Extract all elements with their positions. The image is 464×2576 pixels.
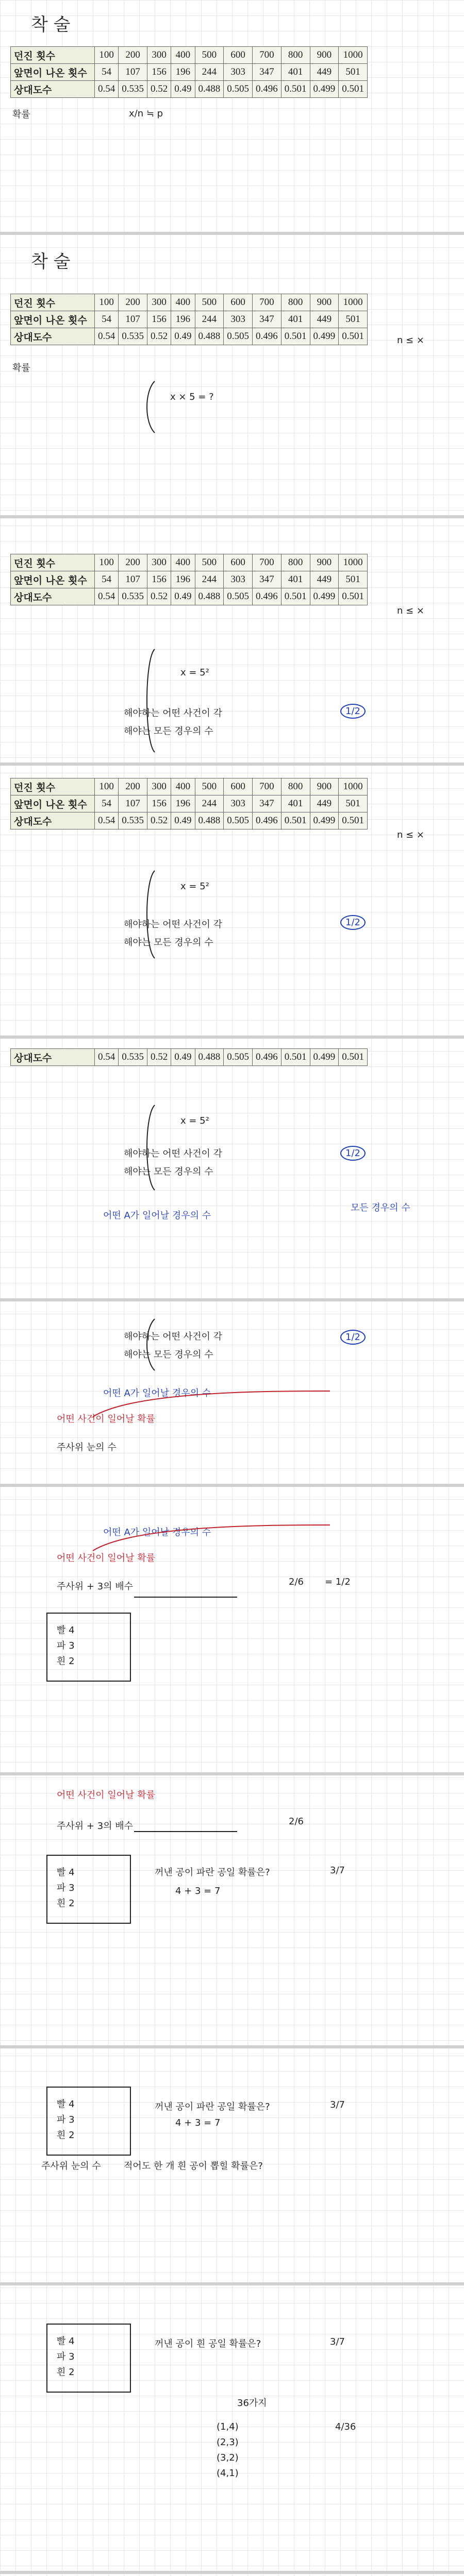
table-row <box>11 812 368 829</box>
pair-3: (3,2) <box>217 2452 239 2463</box>
table-cell: 401 <box>281 64 310 81</box>
row-label: 앞면이 나온 횟수 <box>11 311 95 328</box>
page-separator <box>0 2045 464 2048</box>
fraction-3-7: 3/7 <box>330 1865 345 1876</box>
table-cell: 0.488 <box>195 1049 224 1066</box>
table-cell: 0.505 <box>224 328 253 345</box>
table-cell: 501 <box>339 571 368 588</box>
table-cell: 0.54 <box>95 812 119 829</box>
row-label: 던진 횟수 <box>11 554 95 571</box>
bag-red: 빨 4 <box>57 1867 75 1878</box>
table-cell: 400 <box>171 554 195 571</box>
prob-definition: x/n ≒ p <box>129 108 163 119</box>
table-cell: 0.501 <box>339 81 368 98</box>
table-cell: 900 <box>310 294 339 311</box>
fraction-4-36: 4/36 <box>335 2421 356 2432</box>
table-cell: 0.54 <box>95 328 119 345</box>
dice-step: 주사위 눈의 수 <box>57 1442 117 1453</box>
page-separator <box>0 2282 464 2285</box>
table-cell: 0.535 <box>119 81 147 98</box>
table-cell: 244 <box>195 795 224 812</box>
table-cell: 0.501 <box>281 81 310 98</box>
table-cell: 600 <box>224 778 253 795</box>
table-cell: 449 <box>310 795 339 812</box>
table-cell: 0.54 <box>95 1049 119 1066</box>
frequency-table <box>10 554 368 605</box>
bag-white: 흰 2 <box>57 2367 75 2378</box>
red-note: 어떤 사건이 일어날 확률 <box>57 1553 156 1564</box>
table-cell: 700 <box>253 294 281 311</box>
bag-white: 흰 2 <box>57 2130 75 2141</box>
row-label: 앞면이 나온 횟수 <box>11 571 95 588</box>
event-line: 해야하는 어떤 사건이 각 <box>124 1148 223 1159</box>
table-cell: 196 <box>171 571 195 588</box>
table-cell: 0.505 <box>224 812 253 829</box>
table-row <box>11 588 368 605</box>
fraction-half: 1/2 <box>340 1148 366 1159</box>
table-cell: 100 <box>95 554 119 571</box>
table-cell: 0.52 <box>147 81 171 98</box>
bag-blue: 파 3 <box>57 1883 75 1893</box>
table-cell: 500 <box>195 554 224 571</box>
fraction-3-7: 3/7 <box>330 2336 345 2347</box>
table-cell: 449 <box>310 571 339 588</box>
table-cell: 347 <box>253 571 281 588</box>
formula-note: x = 5² <box>180 1115 209 1126</box>
page-separator <box>0 1772 464 1775</box>
sum-line: 4 + 3 = 7 <box>175 1886 221 1896</box>
table-cell: 1000 <box>339 554 368 571</box>
bag-red: 빨 4 <box>57 1625 75 1636</box>
table-cell: 107 <box>119 571 147 588</box>
formula-note: x = 5² <box>180 667 209 678</box>
table-cell: 300 <box>147 778 171 795</box>
table-cell: 0.496 <box>253 328 281 345</box>
table-cell: 1000 <box>339 778 368 795</box>
row-label: 상대도수 <box>11 328 95 345</box>
table-cell: 501 <box>339 795 368 812</box>
formula-note: x = 5² <box>180 881 209 892</box>
n-note: n ≤ × <box>397 335 425 346</box>
table-cell: 300 <box>147 294 171 311</box>
fraction-eq-half: = 1/2 <box>325 1577 351 1587</box>
table-cell: 347 <box>253 311 281 328</box>
fraction-3-7: 3/7 <box>330 2099 345 2110</box>
table-cell: 156 <box>147 795 171 812</box>
table-cell: 0.501 <box>339 812 368 829</box>
table-cell: 449 <box>310 311 339 328</box>
table-cell: 800 <box>281 47 310 64</box>
red-note: 어떤 사건이 일어날 확률 <box>57 1414 156 1425</box>
event-line: 해야하는 어떤 사건이 각 <box>124 1331 223 1342</box>
table-cell: 600 <box>224 47 253 64</box>
dice-step: 주사위 + 3의 배수 <box>57 1821 134 1832</box>
page-1 <box>0 0 464 232</box>
row-label: 상대도수 <box>11 1049 95 1066</box>
table-cell: 0.505 <box>224 588 253 605</box>
table-cell: 400 <box>171 294 195 311</box>
table-cell: 196 <box>171 795 195 812</box>
fraction-2-6: 2/6 <box>289 1577 304 1587</box>
n-note: n ≤ × <box>397 605 425 616</box>
table-cell: 300 <box>147 47 171 64</box>
row-label: 상대도수 <box>11 588 95 605</box>
row-label: 상대도수 <box>11 812 95 829</box>
table-cell: 800 <box>281 554 310 571</box>
pair-1: (1,4) <box>217 2421 239 2432</box>
count-line: 해야는 모든 경우의 수 <box>124 937 213 948</box>
table-cell: 0.499 <box>310 588 339 605</box>
table-cell: 0.501 <box>281 588 310 605</box>
table-cell: 500 <box>195 294 224 311</box>
table-row <box>11 571 368 588</box>
table-cell: 347 <box>253 64 281 81</box>
table-cell: 244 <box>195 64 224 81</box>
table-cell: 700 <box>253 47 281 64</box>
table-cell: 347 <box>253 795 281 812</box>
row-label: 앞면이 나온 횟수 <box>11 64 95 81</box>
page-separator <box>0 1036 464 1039</box>
bag-blue: 파 3 <box>57 2114 75 2125</box>
table-cell: 0.52 <box>147 812 171 829</box>
fraction-half: 1/2 <box>340 1332 366 1343</box>
table-cell: 54 <box>95 571 119 588</box>
table-cell: 196 <box>171 64 195 81</box>
frequency-table-freq <box>10 1048 368 1066</box>
bag-white: 흰 2 <box>57 1898 75 1909</box>
formula-note: x × 5 = ? <box>170 392 214 402</box>
table-cell: 0.535 <box>119 812 147 829</box>
bag-white: 흰 2 <box>57 1656 75 1667</box>
table-cell: 0.501 <box>339 588 368 605</box>
table-cell: 0.501 <box>281 812 310 829</box>
table-cell: 107 <box>119 311 147 328</box>
table-cell: 401 <box>281 795 310 812</box>
table-cell: 0.54 <box>95 81 119 98</box>
table-cell: 0.535 <box>119 1049 147 1066</box>
row-label: 상대도수 <box>11 81 95 98</box>
table-row <box>11 1049 368 1066</box>
table-cell: 100 <box>95 778 119 795</box>
table-cell: 54 <box>95 311 119 328</box>
table-cell: 900 <box>310 554 339 571</box>
table-cell: 107 <box>119 795 147 812</box>
count-line: 해야는 모든 경우의 수 <box>124 726 213 737</box>
table-cell: 1000 <box>339 47 368 64</box>
table-cell: 0.52 <box>147 328 171 345</box>
table-row <box>11 795 368 812</box>
table-cell: 400 <box>171 47 195 64</box>
question-1: 꺼낸 공이 파란 공일 확률은? <box>155 2102 270 2112</box>
table-cell: 700 <box>253 778 281 795</box>
bag-red: 빨 4 <box>57 2336 75 2347</box>
table-cell: 0.488 <box>195 588 224 605</box>
table-cell: 0.535 <box>119 328 147 345</box>
bag-blue: 파 3 <box>57 1640 75 1651</box>
table-row <box>11 81 368 98</box>
fraction-2-6: 2/6 <box>289 1816 304 1827</box>
table-cell: 107 <box>119 64 147 81</box>
row-label: 앞면이 나온 횟수 <box>11 795 95 812</box>
page-title-2: 착 술 <box>31 251 71 272</box>
n-note: n ≤ × <box>397 829 425 840</box>
table-cell: 501 <box>339 64 368 81</box>
table-cell: 0.496 <box>253 81 281 98</box>
bag-blue: 파 3 <box>57 2351 75 2362</box>
row-label: 던진 횟수 <box>11 47 95 64</box>
frequency-table <box>10 778 368 829</box>
table-cell: 0.499 <box>310 81 339 98</box>
pair-2: (2,3) <box>217 2437 239 2448</box>
table-cell: 449 <box>310 64 339 81</box>
table-cell: 0.501 <box>339 1049 368 1066</box>
table-row <box>11 47 368 64</box>
frequency-table <box>10 46 368 98</box>
table-cell: 100 <box>95 47 119 64</box>
prob-label: 확률 <box>12 363 30 374</box>
table-cell: 800 <box>281 778 310 795</box>
table-cell: 500 <box>195 47 224 64</box>
table-cell: 700 <box>253 554 281 571</box>
table-cell: 900 <box>310 778 339 795</box>
table-cell: 500 <box>195 778 224 795</box>
page-separator <box>0 1298 464 1301</box>
table-cell: 200 <box>119 47 147 64</box>
table-cell: 0.54 <box>95 588 119 605</box>
table-cell: 0.488 <box>195 812 224 829</box>
table-row <box>11 778 368 795</box>
page-title: 착 술 <box>31 14 71 35</box>
table-cell: 303 <box>224 571 253 588</box>
table-cell: 200 <box>119 294 147 311</box>
table-cell: 0.49 <box>171 81 195 98</box>
table-cell: 200 <box>119 554 147 571</box>
table-cell: 303 <box>224 64 253 81</box>
row-label: 던진 횟수 <box>11 778 95 795</box>
table-cell: 400 <box>171 778 195 795</box>
table-cell: 100 <box>95 294 119 311</box>
page-separator <box>0 515 464 518</box>
table-cell: 0.496 <box>253 812 281 829</box>
table-cell: 0.505 <box>224 1049 253 1066</box>
sum-line: 4 + 3 = 7 <box>175 2117 221 2128</box>
frequency-table <box>10 294 368 345</box>
bag-red: 빨 4 <box>57 2099 75 2110</box>
blue-note-2: 모든 경우의 수 <box>351 1202 410 1213</box>
table-cell: 0.499 <box>310 812 339 829</box>
table-cell: 900 <box>310 47 339 64</box>
table-cell: 600 <box>224 294 253 311</box>
count-line: 해야는 모든 경우의 수 <box>124 1166 213 1177</box>
table-cell: 0.49 <box>171 588 195 605</box>
table-cell: 196 <box>171 311 195 328</box>
table-row <box>11 311 368 328</box>
question-1: 꺼낸 공이 파란 공일 확률은? <box>155 1867 270 1878</box>
table-cell: 156 <box>147 571 171 588</box>
sum-cases: 36가지 <box>237 2398 267 2409</box>
table-row <box>11 64 368 81</box>
table-cell: 0.499 <box>310 328 339 345</box>
table-cell: 244 <box>195 311 224 328</box>
table-cell: 300 <box>147 554 171 571</box>
table-cell: 501 <box>339 311 368 328</box>
prob-label: 확률 <box>12 109 30 120</box>
question-3: 적어도 한 개 흰 공이 뽑힐 확률은? <box>124 2161 263 2172</box>
table-cell: 800 <box>281 294 310 311</box>
event-line: 해야하는 어떤 사건이 각 <box>124 919 223 930</box>
table-cell: 0.505 <box>224 81 253 98</box>
row-label: 던진 횟수 <box>11 294 95 311</box>
table-cell: 0.49 <box>171 812 195 829</box>
table-cell: 200 <box>119 778 147 795</box>
page-separator <box>0 762 464 766</box>
page-separator <box>0 232 464 235</box>
fraction-half: 1/2 <box>340 917 366 928</box>
event-line: 해야하는 어떤 사건이 각 <box>124 708 223 719</box>
table-cell: 54 <box>95 64 119 81</box>
table-cell: 0.499 <box>310 1049 339 1066</box>
table-row <box>11 554 368 571</box>
question-2: 꺼낸 공이 흰 공일 확률은? <box>155 2338 261 2349</box>
page-separator <box>0 2571 464 2574</box>
table-cell: 244 <box>195 571 224 588</box>
red-note: 어떤 사건이 일어날 확률 <box>57 1790 156 1801</box>
dice-step: 주사위 + 3의 배수 <box>57 1581 134 1592</box>
table-cell: 0.535 <box>119 588 147 605</box>
table-cell: 0.501 <box>281 328 310 345</box>
table-cell: 401 <box>281 571 310 588</box>
dice-sum: 주사위 눈의 수 <box>41 2161 101 2172</box>
table-cell: 303 <box>224 311 253 328</box>
blue-note: 어떤 A가 일어날 경우의 수 <box>103 1210 211 1221</box>
table-cell: 401 <box>281 311 310 328</box>
table-cell: 0.52 <box>147 588 171 605</box>
table-cell: 1000 <box>339 294 368 311</box>
count-line: 해야는 모든 경우의 수 <box>124 1349 213 1360</box>
table-cell: 0.488 <box>195 328 224 345</box>
table-cell: 0.501 <box>281 1049 310 1066</box>
table-cell: 0.501 <box>339 328 368 345</box>
page-separator <box>0 1484 464 1487</box>
blue-note: 어떤 A가 일어날 경우의 수 <box>103 1527 211 1538</box>
table-cell: 0.488 <box>195 81 224 98</box>
table-cell: 156 <box>147 64 171 81</box>
table-row <box>11 328 368 345</box>
table-cell: 0.49 <box>171 1049 195 1066</box>
table-cell: 0.49 <box>171 328 195 345</box>
pair-4: (4,1) <box>217 2468 239 2479</box>
table-cell: 156 <box>147 311 171 328</box>
blue-note: 어떤 A가 일어날 경우의 수 <box>103 1388 211 1399</box>
table-cell: 0.496 <box>253 1049 281 1066</box>
table-cell: 303 <box>224 795 253 812</box>
table-cell: 0.496 <box>253 588 281 605</box>
table-cell: 600 <box>224 554 253 571</box>
fraction-half: 1/2 <box>340 706 366 717</box>
table-cell: 0.52 <box>147 1049 171 1066</box>
table-row <box>11 294 368 311</box>
table-cell: 54 <box>95 795 119 812</box>
